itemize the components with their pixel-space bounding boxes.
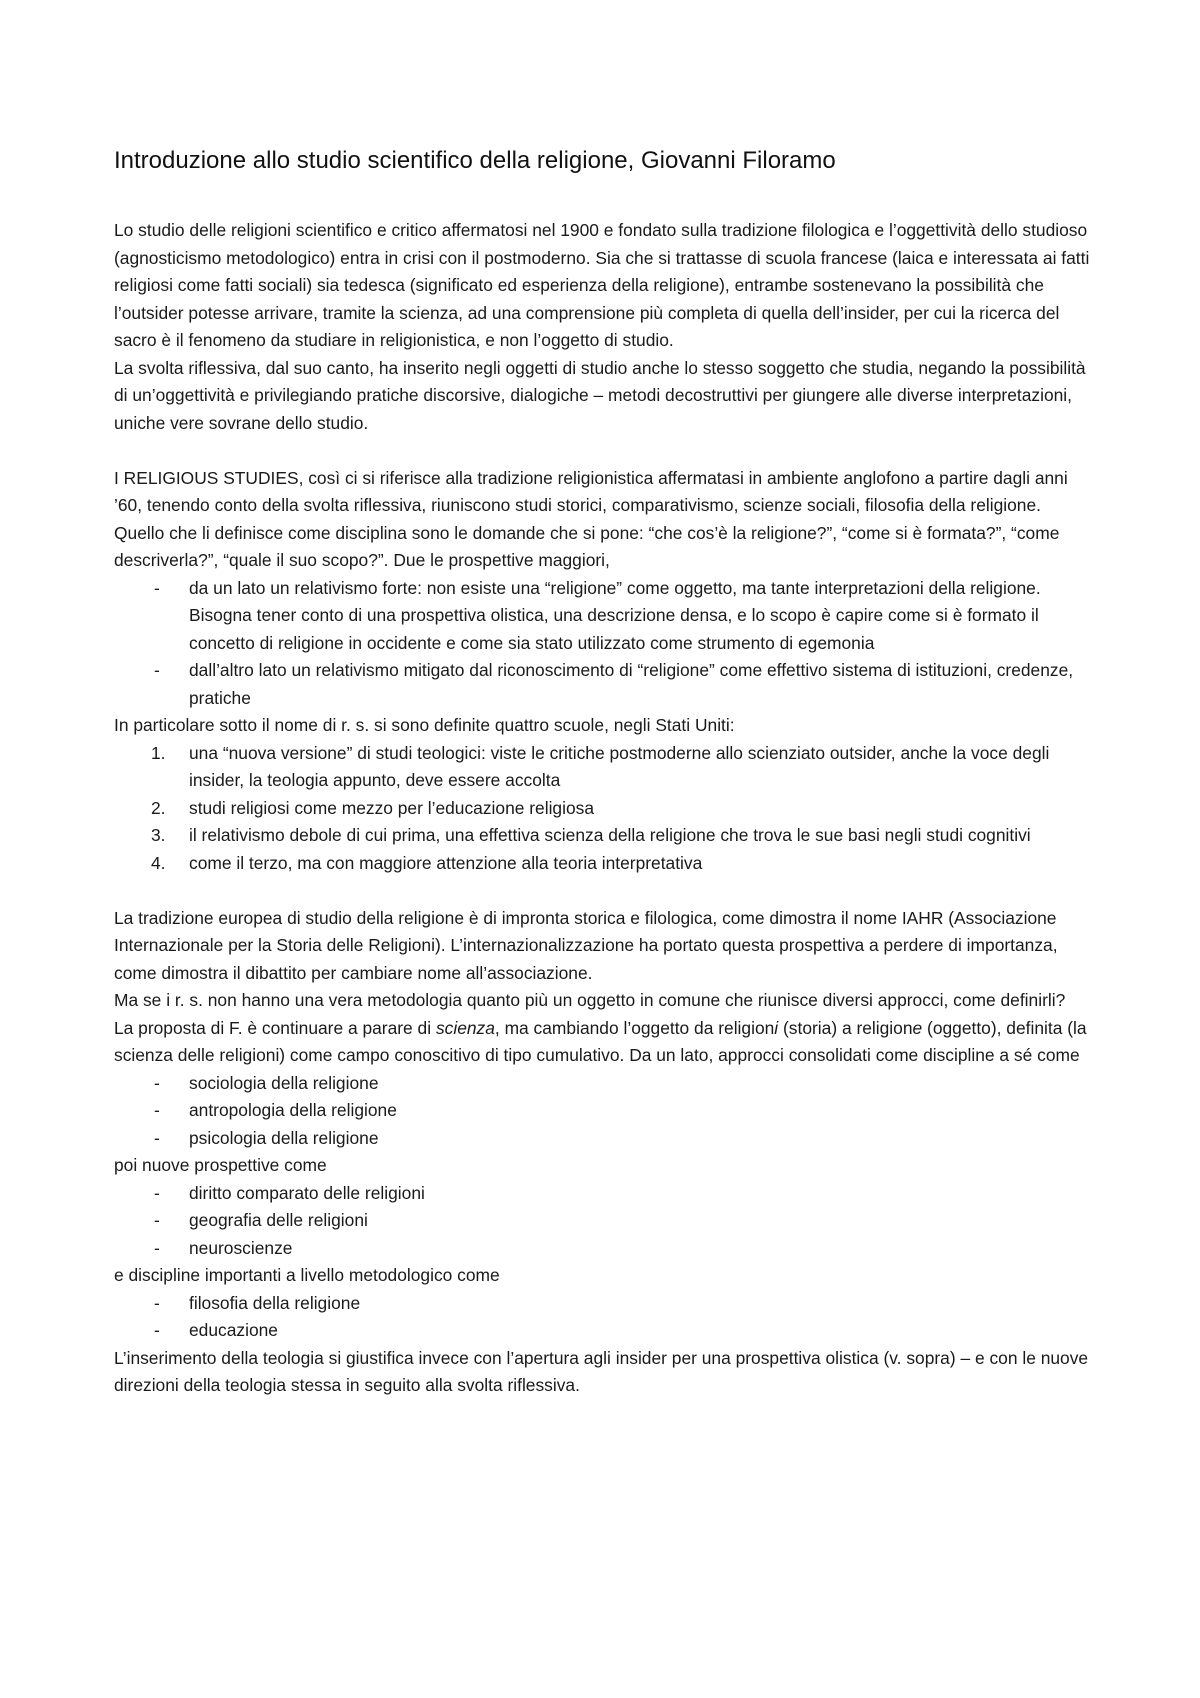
italic-run: i bbox=[774, 1017, 779, 1038]
list-item bbox=[114, 1290, 1090, 1318]
list-item bbox=[114, 1207, 1090, 1235]
italic-run: e bbox=[912, 1017, 923, 1038]
list-item bbox=[114, 1235, 1090, 1263]
dash-marker: - bbox=[154, 1237, 160, 1258]
numbered-item-text: il relativismo debole di cui prima, una effettiva scienza della religione che trova le sue basi negli studi cognitivi bbox=[189, 825, 1031, 845]
list-item-text: neuroscienze bbox=[189, 1237, 293, 1258]
paragraph-intro: Lo studio delle religioni scientifico e critico affermatosi nel 1900 e fondato sulla tradizione filologica e l’oggettività dello studioso (agnosticismo metodologico) entra in crisi con il postmoderno. Sia che si trattasse di scuola francese (laica e interessata ai fatti religiosi come fatti sociali) sia tedesca (significato ed esperienza della religione), entrambe sostenevano la possibilità che l’outsider potesse arrivare, tramite la scienza, ad una comprensione più completa di quella dell’insider, per cui la ricerca del sacro è il fenomeno da studiare in religionistica, e non l’oggetto di studio. bbox=[114, 220, 1090, 350]
paragraph-proposal bbox=[114, 1015, 1090, 1070]
numbered-item-text: studi religiosi come mezzo per l’educazione religiosa bbox=[189, 797, 595, 818]
list-item-text: dall’altro lato un relativismo mitigato dal riconoscimento di “religione” come effettivo sistema di istituzioni, credenze, pratiche bbox=[189, 660, 1074, 708]
list-item bbox=[114, 1070, 1090, 1098]
number-marker: 4. bbox=[151, 852, 166, 873]
dash-marker: - bbox=[154, 1320, 160, 1340]
numbered-item bbox=[114, 795, 1090, 823]
list-item bbox=[114, 1097, 1090, 1125]
document-title: Introduzione allo studio scientifico della religione, Giovanni Filoramo bbox=[114, 147, 836, 174]
numbered-item-text: una “nuova versione” di studi teologici: viste le critiche postmoderne allo scienziato outsider, anche la voce degli insider, la teologia appunto, deve essere accolta bbox=[189, 742, 1050, 790]
numbered-item-text: come il terzo, ma con maggiore attenzione alla teoria interpretativa bbox=[189, 852, 703, 873]
paragraph-european-tradition: La tradizione europea di studio della religione è di impronta storica e filologica, come dimostra il nome IAHR (Associazione Internazionale per la Storia delle Religioni). L’internazionalizzazione ha portato questa prospettiva a perdere di importanza, come dimostra il dibattito per cambiare nome all’associazione. bbox=[114, 907, 1058, 983]
dash-marker: - bbox=[154, 577, 160, 598]
number-marker: 2. bbox=[151, 797, 166, 818]
dash-marker: - bbox=[154, 1182, 160, 1203]
list-item-text: geografia delle religioni bbox=[189, 1210, 368, 1230]
list-item-text: filosofia della religione bbox=[189, 1292, 361, 1313]
text-run: La proposta di F. è continuare a parare di bbox=[114, 1017, 436, 1038]
list-item-text: diritto comparato delle religioni bbox=[189, 1182, 425, 1203]
schools-numbered-list bbox=[114, 740, 1090, 878]
paragraph-religious-studies: I RELIGIOUS STUDIES, così ci si riferisce alla tradizione religionistica affermatasi in ambiente anglofono a partire dagli anni ’60, tenendo conto della svolta riflessiva, riuniscono studi storici, comparativismo, scienze sociali, filosofia della religione. Quello che li definisce come disciplina sono le domande che si pone: “che cos’è la religione?”, “come si è formata?”, “come descriverla?”, “quale il suo scopo?”. Due le prospettive maggiori, bbox=[114, 467, 1068, 570]
list-item bbox=[114, 575, 1090, 658]
list-item-text: psicologia della religione bbox=[189, 1127, 379, 1148]
text-run: (storia) a religion bbox=[778, 1017, 913, 1038]
dash-marker: - bbox=[154, 1127, 160, 1148]
paragraph-question: Ma se i r. s. non hanno una vera metodologia quanto più un oggetto in comune che riunisce diversi approcci, come definirli? bbox=[114, 990, 1066, 1010]
paragraph-gap bbox=[114, 877, 1090, 905]
list-item bbox=[114, 1317, 1090, 1345]
paragraph-new-perspectives: poi nuove prospettive come bbox=[114, 1155, 327, 1175]
dash-marker: - bbox=[154, 1100, 160, 1120]
paragraph-schools-intro: In particolare sotto il nome di r. s. si sono definite quattro scuole, negli Stati Uniti: bbox=[114, 715, 735, 735]
list-item-text: da un lato un relativismo forte: non esiste una “religione” come oggetto, ma tante interpretazioni della religione. Bisogna tener conto di una prospettiva olistica, una descrizione densa, e lo scopo è capire come si è formato il concetto di religione in occidente e come sia stato utilizzato come strumento di egemonia bbox=[189, 577, 1041, 653]
list-item bbox=[114, 657, 1090, 712]
number-marker: 1. bbox=[151, 742, 166, 763]
list-item bbox=[114, 1125, 1090, 1153]
paragraph-gap bbox=[114, 437, 1090, 465]
paragraph-theology: L’inserimento della teologia si giustifica invece con l’apertura agli insider per una prospettiva olistica (v. sopra) – e con le nuove direzioni della teologia stessa in seguito alla svolta riflessiva. bbox=[114, 1347, 1089, 1395]
list-item-text: sociologia della religione bbox=[189, 1072, 379, 1093]
paragraph-reflexive-turn: La svolta riflessiva, dal suo canto, ha inserito negli oggetti di studio anche lo stesso soggetto che studia, negando la possibilità di un’oggettività e privilegiando pratiche discorsive, dialogiche – metodi decostruttivi per giungere alle diverse interpretazioni, uniche vere sovrane dello studio. bbox=[114, 357, 1086, 433]
numbered-item bbox=[114, 822, 1090, 850]
dash-marker: - bbox=[154, 660, 160, 680]
new-perspectives-list bbox=[114, 1180, 1090, 1263]
paragraph-methodological-disciplines: e discipline importanti a livello metodologico come bbox=[114, 1265, 500, 1285]
dash-marker: - bbox=[154, 1210, 160, 1230]
list-item-text: antropologia della religione bbox=[189, 1100, 397, 1120]
dash-marker: - bbox=[154, 1292, 160, 1313]
italic-run: scienza bbox=[435, 1017, 495, 1038]
numbered-item bbox=[114, 740, 1090, 795]
perspectives-list bbox=[114, 575, 1090, 713]
number-marker: 3. bbox=[151, 825, 166, 845]
list-item-text: educazione bbox=[189, 1320, 278, 1340]
numbered-item bbox=[114, 850, 1090, 878]
list-item bbox=[114, 1180, 1090, 1208]
consolidated-disciplines-list bbox=[114, 1070, 1090, 1153]
methodological-disciplines-list bbox=[114, 1290, 1090, 1345]
text-run: (oggetto), definita (la scienza delle religioni) come campo conoscitivo di tipo cumulativo. Da un lato, approcci consolidati come discipline a sé come bbox=[114, 1017, 1087, 1065]
dash-marker: - bbox=[154, 1072, 160, 1093]
text-run: , ma cambiando l’oggetto da religion bbox=[494, 1017, 775, 1038]
